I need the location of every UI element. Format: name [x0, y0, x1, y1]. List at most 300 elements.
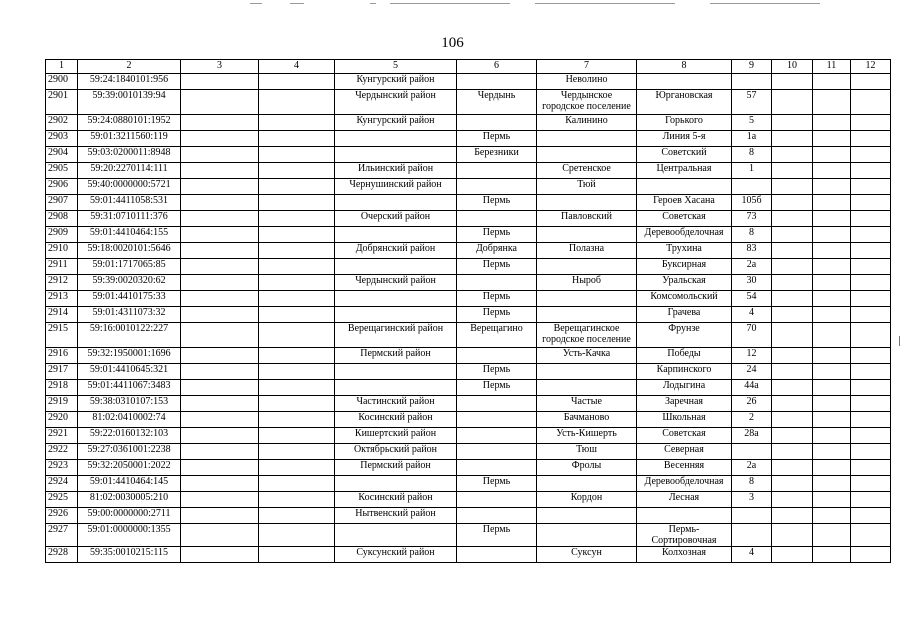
table-cell-col1: 2920 — [46, 412, 78, 428]
table-cell-col10 — [772, 275, 813, 291]
table-cell-col6 — [457, 396, 537, 412]
table-cell-col8: Школьная — [637, 412, 732, 428]
table-cell-col10 — [772, 396, 813, 412]
table-cell-col4 — [259, 547, 335, 563]
table-cell-col10 — [772, 380, 813, 396]
table-row — [46, 90, 891, 115]
table-cell-col1: 2909 — [46, 227, 78, 243]
table-cell-col12 — [851, 508, 891, 524]
table-cell-col5 — [335, 476, 457, 492]
table-cell-col6: Пермь — [457, 524, 537, 547]
table-cell-col10 — [772, 74, 813, 90]
table-cell-col12 — [851, 243, 891, 259]
table-cell-col9 — [732, 444, 772, 460]
table-cell-col9: 8 — [732, 476, 772, 492]
table-cell-col2: 59:22:0160132:103 — [78, 428, 181, 444]
table-cell-col12 — [851, 412, 891, 428]
table-row — [46, 460, 891, 476]
table-cell-col3 — [181, 90, 259, 115]
table-cell-col5 — [335, 131, 457, 147]
table-cell-col8: Грачева — [637, 307, 732, 323]
table-cell-col1: 2923 — [46, 460, 78, 476]
table-cell-col6: Пермь — [457, 131, 537, 147]
table-cell-col5: Косинский район — [335, 492, 457, 508]
table-cell-col2: 59:40:0000000:5721 — [78, 179, 181, 195]
table-cell-col10 — [772, 195, 813, 211]
table-cell-col8: Центральная — [637, 163, 732, 179]
table-cell-col4 — [259, 243, 335, 259]
table-cell-col11 — [813, 460, 851, 476]
table-cell-col8: Уральская — [637, 275, 732, 291]
table-cell-col1: 2919 — [46, 396, 78, 412]
table-cell-col12 — [851, 364, 891, 380]
table-cell-col11 — [813, 211, 851, 227]
table-cell-col10 — [772, 476, 813, 492]
table-cell-col8: Северная — [637, 444, 732, 460]
table-cell-col10 — [772, 211, 813, 227]
table-cell-col2: 59:01:0000000:1355 — [78, 524, 181, 547]
table-cell-col5 — [335, 380, 457, 396]
table-row — [46, 444, 891, 460]
table-cell-col12 — [851, 227, 891, 243]
table-cell-col7: Тюш — [537, 444, 637, 460]
table-cell-col9: 73 — [732, 211, 772, 227]
table-cell-col3 — [181, 323, 259, 348]
table-row — [46, 163, 891, 179]
table-cell-col6: Пермь — [457, 259, 537, 275]
table-cell-col10 — [772, 147, 813, 163]
table-cell-col12 — [851, 115, 891, 131]
table-cell-col7 — [537, 380, 637, 396]
table-cell-col3 — [181, 524, 259, 547]
table-cell-col6 — [457, 163, 537, 179]
table-cell-col8: Победы — [637, 348, 732, 364]
table-cell-col1: 2900 — [46, 74, 78, 90]
table-cell-col2: 59:01:4410175:33 — [78, 291, 181, 307]
table-cell-col9: 70 — [732, 323, 772, 348]
table-cell-col7 — [537, 131, 637, 147]
table-cell-col2: 59:01:1717065:85 — [78, 259, 181, 275]
table-cell-col1: 2910 — [46, 243, 78, 259]
table-cell-col1: 2906 — [46, 179, 78, 195]
table-cell-col10 — [772, 444, 813, 460]
table-cell-col10 — [772, 323, 813, 348]
table-row — [46, 147, 891, 163]
table-cell-col5 — [335, 227, 457, 243]
table-cell-col4 — [259, 291, 335, 307]
table-cell-col7: Ныроб — [537, 275, 637, 291]
table-cell-col5: Верещагинский район — [335, 323, 457, 348]
table-cell-col7 — [537, 476, 637, 492]
table-cell-col11 — [813, 380, 851, 396]
table-cell-col3 — [181, 147, 259, 163]
table-cell-col11 — [813, 524, 851, 547]
column-header-11: 11 — [813, 60, 851, 74]
table-cell-col9: 5 — [732, 115, 772, 131]
table-cell-col1: 2926 — [46, 508, 78, 524]
table-cell-col7: Фролы — [537, 460, 637, 476]
table-cell-col8: Деревообделочная — [637, 476, 732, 492]
table-cell-col8: Пермь-Сортировочная — [637, 524, 732, 547]
table-cell-col3 — [181, 179, 259, 195]
table-cell-col2: 59:32:2050001:2022 — [78, 460, 181, 476]
table-cell-col3 — [181, 508, 259, 524]
table-cell-col1: 2925 — [46, 492, 78, 508]
table-cell-col10 — [772, 90, 813, 115]
table-cell-col8: Заречная — [637, 396, 732, 412]
table-cell-col7: Калинино — [537, 115, 637, 131]
table-cell-col10 — [772, 492, 813, 508]
table-cell-col8: Юргановская — [637, 90, 732, 115]
table-cell-col7 — [537, 195, 637, 211]
table-row — [46, 547, 891, 563]
registry-table — [45, 59, 891, 563]
table-cell-col4 — [259, 460, 335, 476]
table-cell-col11 — [813, 147, 851, 163]
table-cell-col1: 2914 — [46, 307, 78, 323]
table-cell-col5: Кишертский район — [335, 428, 457, 444]
table-cell-col3 — [181, 259, 259, 275]
table-cell-col1: 2922 — [46, 444, 78, 460]
table-cell-col1: 2928 — [46, 547, 78, 563]
table-cell-col8: Лодыгина — [637, 380, 732, 396]
table-cell-col2: 59:03:0200011:8948 — [78, 147, 181, 163]
table-cell-col6 — [457, 348, 537, 364]
table-cell-col3 — [181, 412, 259, 428]
table-cell-col10 — [772, 131, 813, 147]
table-cell-col3 — [181, 163, 259, 179]
table-cell-col1: 2921 — [46, 428, 78, 444]
table-row — [46, 227, 891, 243]
table-cell-col9: 28а — [732, 428, 772, 444]
table-cell-col1: 2908 — [46, 211, 78, 227]
table-cell-col9: 2а — [732, 460, 772, 476]
table-cell-col12 — [851, 460, 891, 476]
table-cell-col9: 44а — [732, 380, 772, 396]
table-cell-col8: Фрунзе — [637, 323, 732, 348]
table-cell-col9: 8 — [732, 147, 772, 163]
table-row — [46, 115, 891, 131]
table-cell-col9: 54 — [732, 291, 772, 307]
table-cell-col5: Чернушинский район — [335, 179, 457, 195]
table-cell-col8: Советская — [637, 211, 732, 227]
table-cell-col6: Пермь — [457, 307, 537, 323]
table-cell-col2: 59:32:1950001:1696 — [78, 348, 181, 364]
table-cell-col7 — [537, 364, 637, 380]
table-row — [46, 508, 891, 524]
table-cell-col11 — [813, 115, 851, 131]
table-cell-col4 — [259, 364, 335, 380]
table-row — [46, 74, 891, 90]
table-cell-col3 — [181, 227, 259, 243]
table-cell-col11 — [813, 508, 851, 524]
table-cell-col5: Чердынский район — [335, 90, 457, 115]
table-cell-col3 — [181, 476, 259, 492]
table-cell-col5 — [335, 291, 457, 307]
table-cell-col10 — [772, 307, 813, 323]
table-cell-col11 — [813, 291, 851, 307]
column-header-9: 9 — [732, 60, 772, 74]
table-cell-col9: 4 — [732, 307, 772, 323]
table-cell-col10 — [772, 460, 813, 476]
column-header-5: 5 — [335, 60, 457, 74]
table-cell-col11 — [813, 323, 851, 348]
table-cell-col3 — [181, 131, 259, 147]
table-cell-col7 — [537, 291, 637, 307]
table-cell-col7: Суксун — [537, 547, 637, 563]
table-cell-col11 — [813, 444, 851, 460]
table-cell-col6 — [457, 412, 537, 428]
table-cell-col2: 59:39:0020320:62 — [78, 275, 181, 291]
table-cell-col10 — [772, 348, 813, 364]
table-cell-col7 — [537, 508, 637, 524]
table-cell-col8 — [637, 508, 732, 524]
table-cell-col3 — [181, 307, 259, 323]
table-cell-col1: 2904 — [46, 147, 78, 163]
table-cell-col6: Добрянка — [457, 243, 537, 259]
table-cell-col4 — [259, 131, 335, 147]
table-cell-col2: 59:24:0880101:1952 — [78, 115, 181, 131]
table-cell-col7: Усть-Кишерть — [537, 428, 637, 444]
column-header-3: 3 — [181, 60, 259, 74]
table-cell-col8: Советский — [637, 147, 732, 163]
table-cell-col11 — [813, 90, 851, 115]
table-cell-col9 — [732, 179, 772, 195]
table-cell-col5: Добрянский район — [335, 243, 457, 259]
table-cell-col7: Полазна — [537, 243, 637, 259]
table-row — [46, 380, 891, 396]
table-cell-col12 — [851, 476, 891, 492]
table-cell-col3 — [181, 380, 259, 396]
table-cell-col4 — [259, 380, 335, 396]
table-cell-col5: Частинский район — [335, 396, 457, 412]
table-cell-col12 — [851, 348, 891, 364]
table-cell-col10 — [772, 412, 813, 428]
table-cell-col12 — [851, 323, 891, 348]
table-cell-col2: 59:01:4410645:321 — [78, 364, 181, 380]
table-cell-col10 — [772, 115, 813, 131]
table-cell-col6: Пермь — [457, 476, 537, 492]
table-cell-col3 — [181, 291, 259, 307]
table-cell-col4 — [259, 428, 335, 444]
table-cell-col6: Пермь — [457, 195, 537, 211]
table-cell-col4 — [259, 323, 335, 348]
table-cell-col10 — [772, 163, 813, 179]
table-cell-col11 — [813, 179, 851, 195]
table-cell-col7 — [537, 307, 637, 323]
table-cell-col12 — [851, 147, 891, 163]
table-cell-col9 — [732, 74, 772, 90]
table-cell-col9: 83 — [732, 243, 772, 259]
table-cell-col10 — [772, 243, 813, 259]
table-cell-col10 — [772, 259, 813, 275]
table-cell-col9: 30 — [732, 275, 772, 291]
table-cell-col12 — [851, 74, 891, 90]
table-cell-col2: 59:24:1840101:956 — [78, 74, 181, 90]
table-cell-col11 — [813, 74, 851, 90]
table-cell-col6: Пермь — [457, 227, 537, 243]
table-row — [46, 307, 891, 323]
table-cell-col2: 59:01:3211560:119 — [78, 131, 181, 147]
table-cell-col6: Пермь — [457, 364, 537, 380]
table-cell-col3 — [181, 364, 259, 380]
column-header-2: 2 — [78, 60, 181, 74]
table-cell-col8: Деревообделочная — [637, 227, 732, 243]
table-cell-col5: Нытвенский район — [335, 508, 457, 524]
column-header-12: 12 — [851, 60, 891, 74]
table-cell-col12 — [851, 444, 891, 460]
table-row — [46, 179, 891, 195]
table-row — [46, 476, 891, 492]
table-cell-col10 — [772, 524, 813, 547]
table-cell-col11 — [813, 307, 851, 323]
table-cell-col10 — [772, 291, 813, 307]
table-cell-col8: Героев Хасана — [637, 195, 732, 211]
table-cell-col4 — [259, 227, 335, 243]
table-cell-col6 — [457, 275, 537, 291]
table-cell-col5: Пермский район — [335, 348, 457, 364]
table-cell-col9 — [732, 508, 772, 524]
table-cell-col5 — [335, 524, 457, 547]
table-row — [46, 396, 891, 412]
table-cell-col12 — [851, 380, 891, 396]
table-row — [46, 243, 891, 259]
table-cell-col11 — [813, 259, 851, 275]
table-cell-col4 — [259, 211, 335, 227]
table-cell-col9: 1а — [732, 131, 772, 147]
table-cell-col12 — [851, 547, 891, 563]
table-cell-col4 — [259, 396, 335, 412]
table-cell-col9: 8 — [732, 227, 772, 243]
table-cell-col3 — [181, 211, 259, 227]
table-cell-col11 — [813, 428, 851, 444]
table-cell-col4 — [259, 259, 335, 275]
table-cell-col4 — [259, 348, 335, 364]
column-header-4: 4 — [259, 60, 335, 74]
table-cell-col1: 2913 — [46, 291, 78, 307]
table-cell-col6: Пермь — [457, 291, 537, 307]
table-cell-col12 — [851, 195, 891, 211]
table-cell-col6: Пермь — [457, 380, 537, 396]
table-cell-col12 — [851, 275, 891, 291]
table-cell-col5: Кунгурский район — [335, 74, 457, 90]
table-cell-col9 — [732, 524, 772, 547]
table-cell-col7: Чердынское городское поселение — [537, 90, 637, 115]
table-cell-col2: 59:01:4410464:145 — [78, 476, 181, 492]
table-cell-col7 — [537, 227, 637, 243]
table-cell-col10 — [772, 428, 813, 444]
table-cell-col9: 4 — [732, 547, 772, 563]
table-cell-col7: Сретенское — [537, 163, 637, 179]
table-cell-col9: 12 — [732, 348, 772, 364]
table-cell-col2: 59:27:0361001:2238 — [78, 444, 181, 460]
table-row — [46, 364, 891, 380]
table-cell-col11 — [813, 131, 851, 147]
table-row — [46, 492, 891, 508]
table-cell-col12 — [851, 179, 891, 195]
table-cell-col11 — [813, 243, 851, 259]
table-cell-col3 — [181, 547, 259, 563]
table-row — [46, 195, 891, 211]
table-cell-col3 — [181, 396, 259, 412]
table-cell-col12 — [851, 211, 891, 227]
table-cell-col10 — [772, 508, 813, 524]
table-cell-col5 — [335, 259, 457, 275]
table-cell-col3 — [181, 492, 259, 508]
table-cell-col12 — [851, 131, 891, 147]
table-cell-col1: 2917 — [46, 364, 78, 380]
table-cell-col1: 2916 — [46, 348, 78, 364]
table-cell-col2: 59:16:0010122:227 — [78, 323, 181, 348]
table-cell-col12 — [851, 291, 891, 307]
table-cell-col2: 59:18:0020101:5646 — [78, 243, 181, 259]
table-cell-col12 — [851, 524, 891, 547]
table-cell-col4 — [259, 476, 335, 492]
table-cell-col6: Чердынь — [457, 90, 537, 115]
table-cell-col9: 1 — [732, 163, 772, 179]
table-cell-col7 — [537, 147, 637, 163]
table-cell-col8: Весенняя — [637, 460, 732, 476]
table-row — [46, 259, 891, 275]
table-cell-col6: Верещагино — [457, 323, 537, 348]
table-cell-col11 — [813, 348, 851, 364]
table-cell-col4 — [259, 508, 335, 524]
table-cell-col2: 59:31:0710111:376 — [78, 211, 181, 227]
table-cell-col8: Колхозная — [637, 547, 732, 563]
table-cell-col6 — [457, 428, 537, 444]
table-cell-col4 — [259, 179, 335, 195]
table-cell-col2: 59:35:0010215:115 — [78, 547, 181, 563]
table-cell-col11 — [813, 275, 851, 291]
table-cell-col2: 81:02:0030005:210 — [78, 492, 181, 508]
scan-header-marks — [0, 0, 905, 8]
table-cell-col11 — [813, 492, 851, 508]
table-cell-col8: Буксирная — [637, 259, 732, 275]
table-cell-col8 — [637, 74, 732, 90]
table-cell-col4 — [259, 412, 335, 428]
table-cell-col5: Чердынский район — [335, 275, 457, 291]
table-cell-col8 — [637, 179, 732, 195]
table-cell-col2: 59:39:0010139:94 — [78, 90, 181, 115]
table-cell-col2: 59:01:4410464:155 — [78, 227, 181, 243]
table-cell-col8: Трухина — [637, 243, 732, 259]
table-cell-col7 — [537, 524, 637, 547]
table-cell-col8: Лесная — [637, 492, 732, 508]
table-cell-col4 — [259, 307, 335, 323]
table-cell-col5: Пермский район — [335, 460, 457, 476]
table-cell-col4 — [259, 163, 335, 179]
column-header-1: 1 — [46, 60, 78, 74]
table-cell-col5: Кунгурский район — [335, 115, 457, 131]
table-cell-col2: 59:20:2270114:111 — [78, 163, 181, 179]
table-cell-col4 — [259, 275, 335, 291]
table-cell-col1: 2903 — [46, 131, 78, 147]
table-cell-col6 — [457, 444, 537, 460]
table-cell-col7: Кордон — [537, 492, 637, 508]
table-cell-col9: 105б — [732, 195, 772, 211]
table-cell-col7: Неволино — [537, 74, 637, 90]
table-cell-col12 — [851, 307, 891, 323]
table-row — [46, 275, 891, 291]
table-cell-col4 — [259, 492, 335, 508]
table-cell-col6 — [457, 115, 537, 131]
table-row — [46, 291, 891, 307]
table-cell-col11 — [813, 412, 851, 428]
header-row — [46, 60, 891, 74]
table-row — [46, 323, 891, 348]
table-cell-col3 — [181, 444, 259, 460]
table-cell-col11 — [813, 476, 851, 492]
